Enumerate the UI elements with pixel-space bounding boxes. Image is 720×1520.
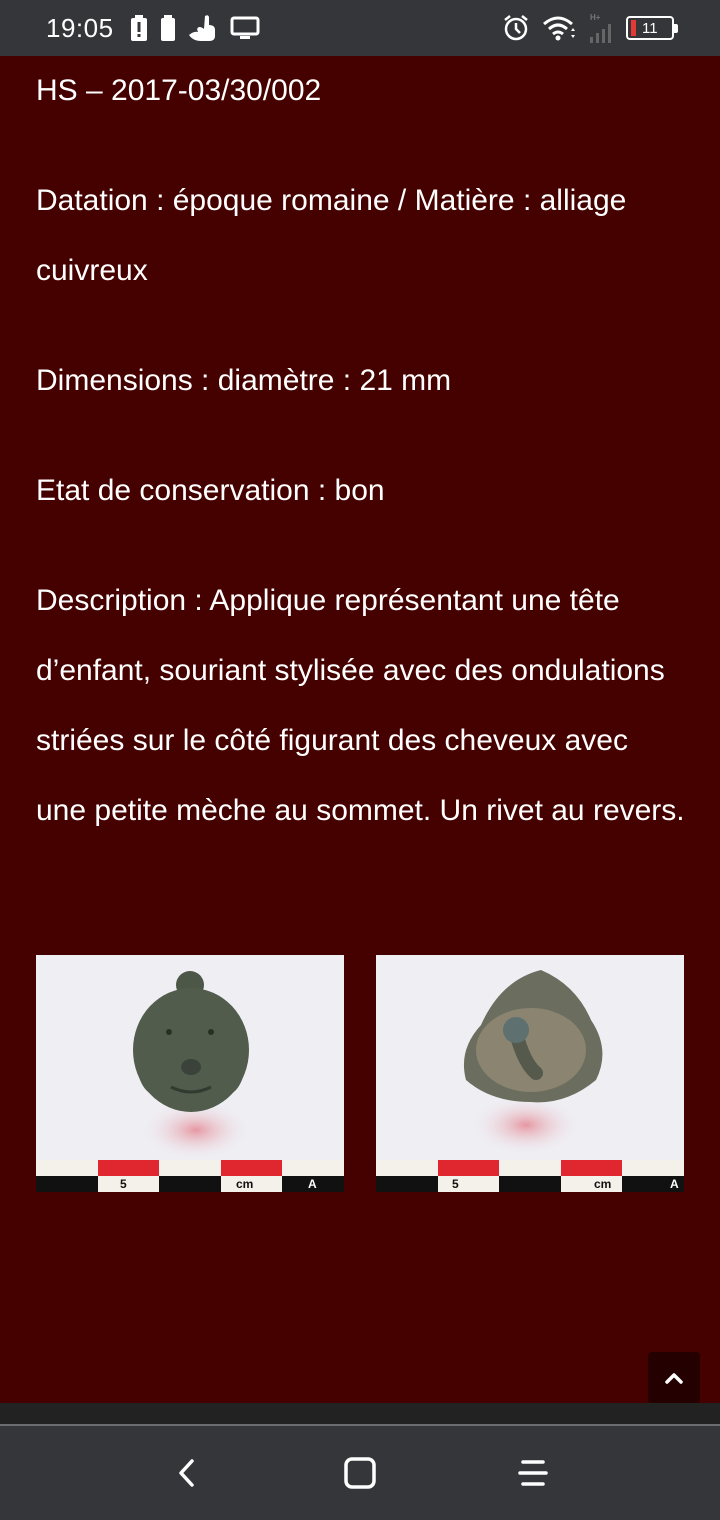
ruler-letter: A [308, 1177, 317, 1191]
photo-applique-revers[interactable] [376, 955, 684, 1192]
status-left [46, 13, 260, 44]
back-button[interactable] [157, 1443, 217, 1503]
signal-hplus-icon [588, 12, 614, 44]
svg-text:H+: H+ [590, 13, 601, 22]
back-icon [177, 1458, 197, 1488]
image-gallery [36, 955, 684, 1192]
hand-gesture-icon [188, 14, 218, 42]
chevron-up-icon [664, 1371, 684, 1385]
scale-ruler [376, 1160, 684, 1192]
conservation-text: Etat de conservation : bon [36, 474, 385, 507]
system-nav-bar [0, 1424, 720, 1520]
ruler-unit: cm [594, 1177, 612, 1191]
ruler-number: 5 [120, 1177, 127, 1191]
alarm-icon [502, 14, 530, 42]
reference-number: HS – 2017-03/30/002 [36, 74, 322, 107]
recents-button[interactable] [503, 1443, 563, 1503]
battery-icon [160, 15, 176, 41]
photo-applique-face[interactable] [36, 955, 344, 1192]
battery-level: 11 [642, 19, 658, 37]
dimensions-text: Dimensions : diamètre : 21 mm [36, 364, 452, 397]
datation-text: Datation : époque romaine / Matière : alliage cuivreux [36, 184, 627, 287]
page-bottom-strip [0, 1403, 720, 1424]
scale-ruler [36, 1160, 344, 1192]
ruler-number: 5 [452, 1177, 459, 1191]
battery-alert-icon [130, 15, 148, 41]
applique-revers-image [376, 955, 684, 1160]
battery-low-bar [631, 20, 636, 36]
scroll-to-top-button[interactable] [648, 1352, 700, 1404]
screen-cast-icon [230, 15, 260, 41]
battery-level-icon [626, 16, 674, 40]
ruler-letter: A [670, 1177, 679, 1191]
status-right [502, 12, 674, 44]
description-text: Description : Applique représentant une tête d’enfant, souriant stylisée avec des ondulations striées sur le côté figurant des cheveux avec une petite mèche au sommet. Un rivet au revers. [36, 584, 685, 827]
applique-face-image [36, 955, 344, 1160]
wifi-icon [542, 14, 576, 42]
status-time: 19:05 [46, 12, 114, 43]
status-bar [0, 0, 720, 56]
ruler-unit: cm [236, 1177, 254, 1191]
home-icon [344, 1457, 376, 1489]
home-button[interactable] [330, 1443, 390, 1503]
article-content [36, 56, 686, 886]
menu-icon [518, 1458, 548, 1488]
